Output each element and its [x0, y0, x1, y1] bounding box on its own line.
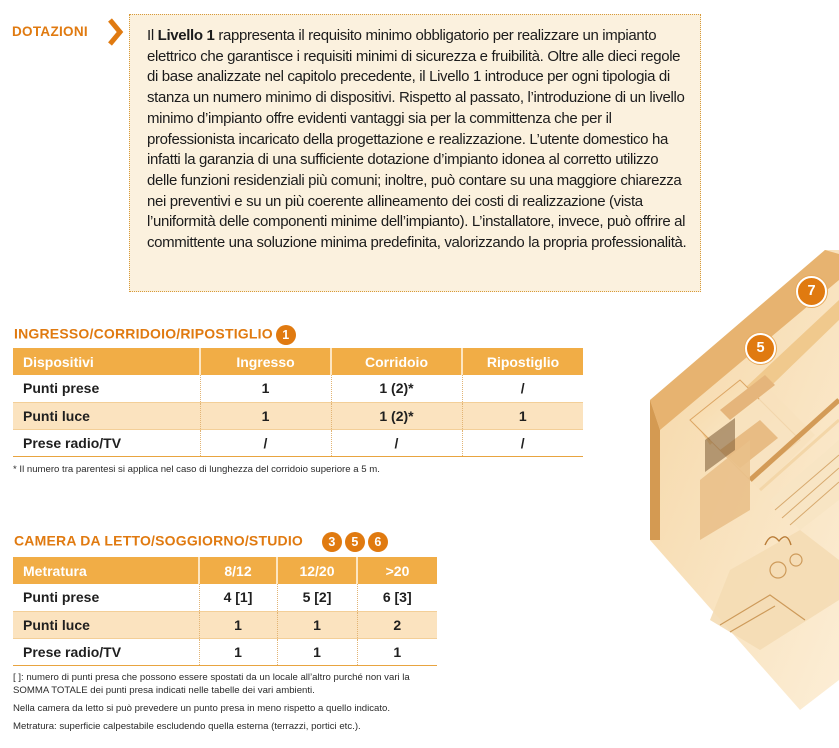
cell: 1	[200, 402, 331, 429]
cell: 4 [1]	[199, 584, 277, 611]
section-label: DOTAZIONI	[12, 24, 88, 39]
cell: 1	[357, 638, 437, 665]
table2-note-1: [ ]: numero di punti presa che possono essere spostati da un locale all’altro purché non vari la	[13, 672, 410, 683]
cell: 1	[462, 402, 583, 429]
chevron-right-icon	[104, 16, 126, 48]
room-badge: 5	[345, 532, 365, 552]
room-badge: 1	[276, 325, 296, 345]
room-marker: 5	[745, 333, 776, 364]
header-ripostiglio: Ripostiglio	[462, 348, 583, 375]
cell: 1	[199, 638, 277, 665]
header-corridoio: Corridoio	[331, 348, 462, 375]
table-header-row	[13, 557, 437, 584]
row-label: Punti luce	[13, 402, 200, 429]
cell: 6 [3]	[357, 584, 437, 611]
row-label: Prese radio/TV	[13, 638, 199, 665]
row-label: Punti prese	[13, 375, 200, 402]
cell: 1	[200, 375, 331, 402]
cell: 1	[277, 638, 357, 665]
table1-footnote: * Il numero tra parentesi si applica nel caso di lunghezza del corridoio superiore a 5 m.	[13, 464, 380, 475]
house-illustration	[600, 240, 839, 710]
cell: 2	[357, 611, 437, 638]
table-row	[13, 429, 583, 456]
cell: /	[462, 375, 583, 402]
intro-paragraph: Il Livello 1 rappresenta il requisito minimo obbligatorio per realizzare un impianto elettrico che garantisce i requisiti minimi di sicurezza e fruibilità. Oltre alle dieci regole di base analizzate nel capitolo precedente, il Livello 1 introduce per ogni tipologia di stanza un numero minimo di dispositivi. Rispetto al passato, l’introduzione di un livello minimo d’impianto offre evidenti vantaggi sia per la committenza che per il professionista incaricato della progettazione e realizzazione. L’utente domestico ha infatti la garanzia di una sufficiente dotazione d’impianto idonea al corretto utilizzo delle funzioni residenziali più comuni; inoltre, può contare su una maggiore chiarezza nei preventivi e su un più coerente allineamento dei costi di realizzazione (vista l’uniformità delle componenti minime dell’impianto). L’installatore, invece, può offrire al committente una soluzione minima predefinita, valorizzando la propria professionalità.	[147, 27, 687, 252]
table-row	[13, 638, 437, 665]
table-row	[13, 375, 583, 402]
room-badge: 6	[368, 532, 388, 552]
table-ingresso	[13, 348, 583, 457]
table2-note-4: Metratura: superficie calpestabile escludendo quella esterna (terrazzi, portici etc.).	[13, 721, 361, 732]
table-row	[13, 584, 437, 611]
room-badge: 3	[322, 532, 342, 552]
cell: /	[462, 429, 583, 456]
header-8-12: 8/12	[199, 557, 277, 584]
header-dispositivi: Dispositivi	[13, 348, 200, 375]
table-header-row	[13, 348, 583, 375]
cell: 5 [2]	[277, 584, 357, 611]
table1-title: INGRESSO/CORRIDOIO/RIPOSTIGLIO 1	[14, 325, 296, 345]
table-row	[13, 402, 583, 429]
header-over-20: >20	[357, 557, 437, 584]
cell: 1 (2)*	[331, 402, 462, 429]
header-ingresso: Ingresso	[200, 348, 331, 375]
row-label: Prese radio/TV	[13, 429, 200, 456]
cell: /	[331, 429, 462, 456]
table2-note-2: SOMMA TOTALE dei punti presa indicati nelle tabelle dei vari ambienti.	[13, 685, 315, 696]
table2-note-3: Nella camera da letto si può prevedere un punto presa in meno rispetto a quello indicato.	[13, 703, 391, 714]
header-12-20: 12/20	[277, 557, 357, 584]
row-label: Punti luce	[13, 611, 199, 638]
table-camera	[13, 557, 437, 666]
row-label: Punti prese	[13, 584, 199, 611]
table-row	[13, 611, 437, 638]
cell: /	[200, 429, 331, 456]
table2-title: CAMERA DA LETTO/SOGGIORNO/STUDIO 3 5 6	[14, 532, 388, 552]
header-metratura: Metratura	[13, 557, 199, 584]
room-marker: 7	[796, 276, 827, 307]
cell: 1	[199, 611, 277, 638]
cell: 1 (2)*	[331, 375, 462, 402]
cell: 1	[277, 611, 357, 638]
